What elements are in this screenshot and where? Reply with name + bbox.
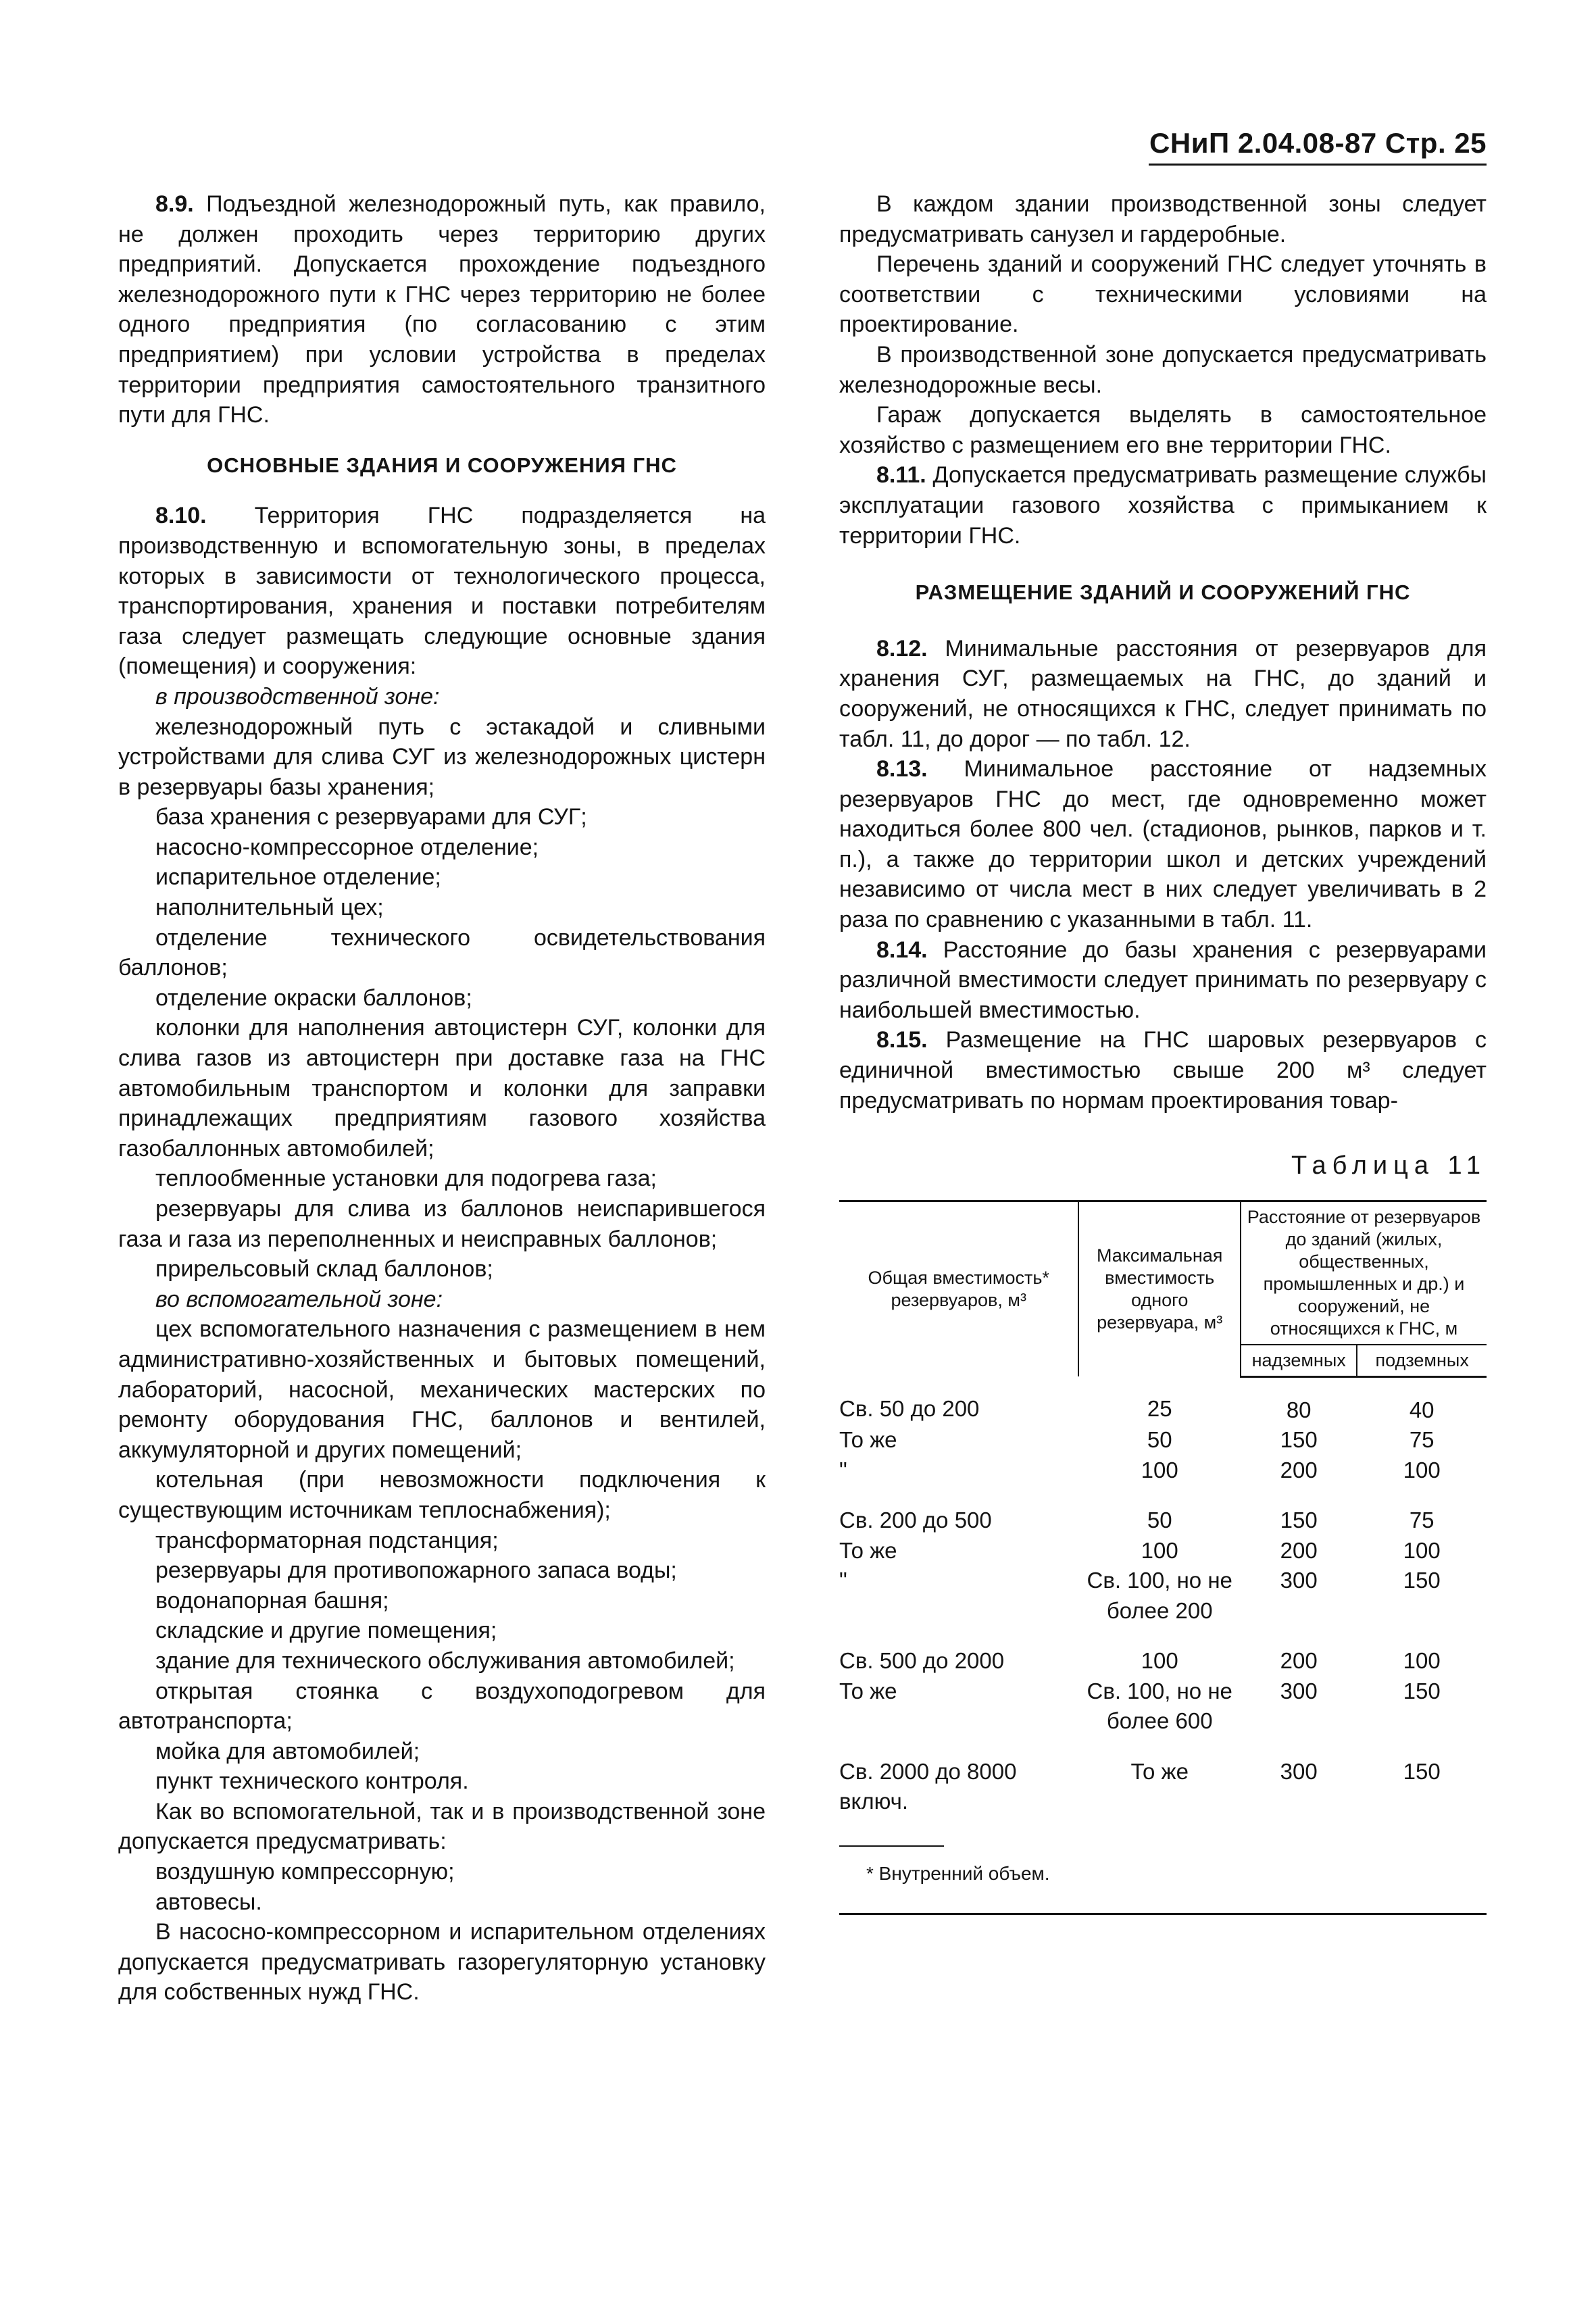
table-cell: То же <box>839 1537 897 1563</box>
list-item: водонапорная башня; <box>155 1587 389 1614</box>
table-row <box>839 1376 1487 1425</box>
both-zones-list <box>118 1857 766 1917</box>
paragraph-8-15 <box>839 1025 1487 1116</box>
header-rule <box>1149 164 1487 166</box>
table-row <box>839 1455 1487 1486</box>
production-zone-list <box>118 712 766 1285</box>
list-item: резервуары для противопожарного запаса воды; <box>155 1558 677 1584</box>
table-cell: 75 <box>1409 1508 1435 1533</box>
list-item: теплообменные установки для подогрева газа; <box>155 1166 657 1192</box>
list-item: отделение окраски баллонов; <box>155 985 472 1011</box>
table-footnote: * Внутренний объем. <box>866 1862 1050 1884</box>
clause-text: Допускается предусматривать размещение службы эксплуатации газового хозяйства с примыканием к территории ГНС. <box>839 462 1487 549</box>
list-item: открытая стоянка с воздухоподогревом для автотранспорта; <box>118 1678 766 1735</box>
table-cell: 25 <box>1147 1396 1172 1422</box>
table-cell: 50 <box>1147 1427 1172 1453</box>
page-header: СНиП 2.04.08-87 Стр. 25 <box>1149 127 1487 159</box>
table-cell: 200 <box>1280 1537 1318 1563</box>
table-cell: Св. 2000 до 8000 включ. <box>839 1758 1017 1814</box>
clause-number: 8.10. <box>155 503 207 529</box>
clause-text: Расстояние до базы хранения с резервуарами различной вместимости следует принимать по резервуару с наибольшей вместимостью. <box>839 937 1487 1023</box>
header-total-capacity: Общая вместимость* резервуаров, м³ <box>839 1201 1078 1376</box>
table-cell: 150 <box>1403 1678 1441 1703</box>
list-item: прирельсовый склад баллонов; <box>155 1256 493 1283</box>
header-above-ground: надземных <box>1241 1345 1357 1377</box>
table-cell: 40 <box>1409 1397 1435 1422</box>
section-heading-placement: РАЗМЕЩЕНИЕ ЗДАНИЙ И СООРУЖЕНИЙ ГНС <box>915 580 1411 605</box>
list-item: наполнительный цех; <box>155 895 384 921</box>
both-zones-paragraph: Как во вспомогательной, так и в производственной зоне допускается предусматривать: <box>118 1798 766 1855</box>
paragraph-8-14 <box>839 935 1487 1026</box>
list-item: пункт технического контроля. <box>155 1768 469 1795</box>
table-cell: 300 <box>1280 1568 1318 1593</box>
clause-number: 8.9. <box>155 191 194 217</box>
table-cell: 100 <box>1403 1648 1441 1674</box>
clause-text: Минимальное расстояние от надземных резервуаров ГНС до мест, где одновременно может находиться более 800 чел. (стадионов, рынков, парков и т. п.), а также до территории школ и детских учреждений независимо от числа мест в них следует увеличивать в 2 раза по сравнению с указанными в табл. 11. <box>839 756 1487 933</box>
final-paragraph: В насосно-компрессорном и испарительном отделениях допускается предусматривать газорегуляторную установку для собственных нужд ГНС. <box>118 1919 766 2006</box>
auxiliary-zone-label: во вспомогательной зоне: <box>155 1286 443 1312</box>
right-paragraph-2: Перечень зданий и сооружений ГНС следует уточнять в соответствии с техническими условиями на проектирование. <box>839 251 1487 338</box>
paragraph-8-12 <box>839 634 1487 754</box>
list-item: колонки для наполнения автоцистерн СУГ, колонки для слива газов из автоцистерн при доставке газа на ГНС автомобильным транспортом и колонки для заправки принадлежащих предприятиям газового хозяйства газобаллонных автомобилей; <box>118 1015 766 1162</box>
table-row <box>839 1485 1487 1536</box>
table-cell: 150 <box>1403 1568 1441 1593</box>
table-cell: " <box>839 1568 847 1593</box>
list-item: мойка для автомобилей; <box>155 1738 420 1764</box>
list-item: здание для технического обслуживания автомобилей; <box>155 1647 735 1674</box>
table-cell: То же <box>839 1678 897 1703</box>
clause-text: Размещение на ГНС шаровых резервуаров с единичной вместимостью свыше 200 м³ следует предусматривать по нормам проектирования товар- <box>839 1027 1487 1114</box>
list-item: железнодорожный путь с эстакадой и сливными устройствами для слива СУГ из железнодорожных цистерн в резервуары базы хранения; <box>118 714 766 800</box>
table-cell: 200 <box>1280 1648 1318 1674</box>
list-item: насосно-компрессорное отделение; <box>155 834 539 860</box>
right-paragraph-3: В производственной зоне допускается предусматривать железнодорожные весы. <box>839 341 1487 398</box>
auxiliary-zone-list <box>118 1314 766 1797</box>
table-cell: 100 <box>1141 1537 1178 1563</box>
right-column <box>839 189 1487 1915</box>
clause-number: 8.12. <box>876 635 928 662</box>
section-heading-main-buildings: ОСНОВНЫЕ ЗДАНИЯ И СООРУЖЕНИЯ ГНС <box>207 453 677 477</box>
list-item: котельная (при невозможности подключения к существующим источникам теплоснабжения); <box>118 1467 766 1523</box>
list-item: трансформаторная подстанция; <box>155 1527 499 1553</box>
clause-number: 8.14. <box>876 937 928 963</box>
table-cell: То же <box>839 1427 897 1453</box>
table-caption: Таблица 11 <box>1291 1151 1487 1180</box>
clause-text: Территория ГНС подразделяется на производственную и вспомогательную зоны, в пределах которых в зависимости от технологического процесса, транспортирования, хранения и поставки потребителям газа следует размещать следующие основные здания (помещения) и сооружения: <box>118 503 766 680</box>
clause-number: 8.15. <box>876 1027 928 1053</box>
table-cell: То же <box>1130 1758 1189 1784</box>
table-row <box>839 1676 1487 1737</box>
table-cell: 100 <box>1141 1457 1178 1483</box>
list-item: цех вспомогательного назначения с размещением в нем административно-хозяйственных и бытовых помещений, лабораторий, насосной, механических мастерских по ремонту оборудования ГНС, баллонов и вентилей, аккумуляторной и других помещений; <box>118 1316 766 1463</box>
table-cell: Св. 200 до 500 <box>839 1508 992 1533</box>
footnote-rule <box>839 1845 944 1847</box>
bottom-rule <box>839 1913 1487 1915</box>
clause-number: 8.11. <box>876 462 926 489</box>
table-cell: 100 <box>1141 1648 1178 1674</box>
list-item: испарительное отделение; <box>155 864 441 891</box>
table-cell: 50 <box>1147 1508 1172 1533</box>
right-paragraph-4: Гараж допускается выделять в самостоятельное хозяйство с размещением его вне территории ГНС. <box>839 402 1487 458</box>
table-cell: 100 <box>1403 1457 1441 1483</box>
list-item: резервуары для слива из баллонов неиспарившегося газа и газа из переполненных и неисправных баллонов; <box>118 1196 766 1252</box>
header-underground: подземных <box>1357 1345 1487 1377</box>
clause-number: 8.13. <box>876 756 928 782</box>
header-max-capacity: Максимальная вместимость одного резервуара, м³ <box>1078 1201 1241 1376</box>
table-cell: 100 <box>1403 1537 1441 1563</box>
list-item: отделение технического освидетельствования баллонов; <box>118 924 766 981</box>
right-paragraph-1: В каждом здании производственной зоны следует предусматривать санузел и гардеробные. <box>839 191 1487 247</box>
table-cell: Св. 100, но не более 600 <box>1087 1678 1232 1734</box>
paragraph-8-10 <box>118 501 766 682</box>
table-cell: " <box>839 1457 847 1483</box>
table-cell: 300 <box>1280 1678 1318 1703</box>
list-item: воздушную компрессорную; <box>155 1859 455 1885</box>
list-item: автовесы. <box>155 1889 262 1915</box>
table-cell: 75 <box>1409 1427 1435 1453</box>
clause-text: Минимальные расстояния от резервуаров для хранения СУГ, размещаемых на ГНС, до зданий и сооружений, не относящихся к ГНС, следует принимать по табл. 11, до дорог — по табл. 12. <box>839 635 1487 752</box>
table-cell: 150 <box>1403 1758 1441 1784</box>
production-zone-label: в производственной зоне: <box>155 683 440 710</box>
table-row <box>839 1566 1487 1626</box>
table-cell: Св. 50 до 200 <box>839 1396 980 1422</box>
list-item: складские и другие помещения; <box>155 1618 497 1644</box>
table-row <box>839 1626 1487 1676</box>
table-11 <box>839 1200 1487 1817</box>
paragraph-8-9 <box>118 189 766 430</box>
left-column <box>118 189 766 2008</box>
clause-text: Подъездной железнодорожный путь, как правило, не должен проходить через территорию других предприятий. Допускается прохождение подъездного железнодорожного пути к ГНС через территорию не более одного предприятия (по согласованию с этим предприятием) при условии устройства в пределах территории предприятия самостоятельного транзитного пути для ГНС. <box>118 191 766 428</box>
header-distance: Расстояние от резервуаров до зданий (жилых, общественных, промышленных и др.) и сооружений, не относящихся к ГНС, м <box>1241 1201 1487 1345</box>
table-cell: 150 <box>1280 1508 1318 1533</box>
table-cell: 200 <box>1280 1457 1318 1483</box>
table-row <box>839 1425 1487 1455</box>
paragraph-8-11 <box>839 460 1487 551</box>
table-cell: 300 <box>1280 1758 1318 1784</box>
paragraph-8-13 <box>839 754 1487 935</box>
list-item: база хранения с резервуарами для СУГ; <box>155 804 587 830</box>
table-cell: 80 <box>1286 1397 1312 1422</box>
table-cell: 150 <box>1280 1427 1318 1453</box>
table-cell: Св. 100, но не более 200 <box>1087 1568 1232 1623</box>
table-row <box>839 1536 1487 1566</box>
table-row <box>839 1737 1487 1817</box>
table-cell: Св. 500 до 2000 <box>839 1648 1005 1674</box>
